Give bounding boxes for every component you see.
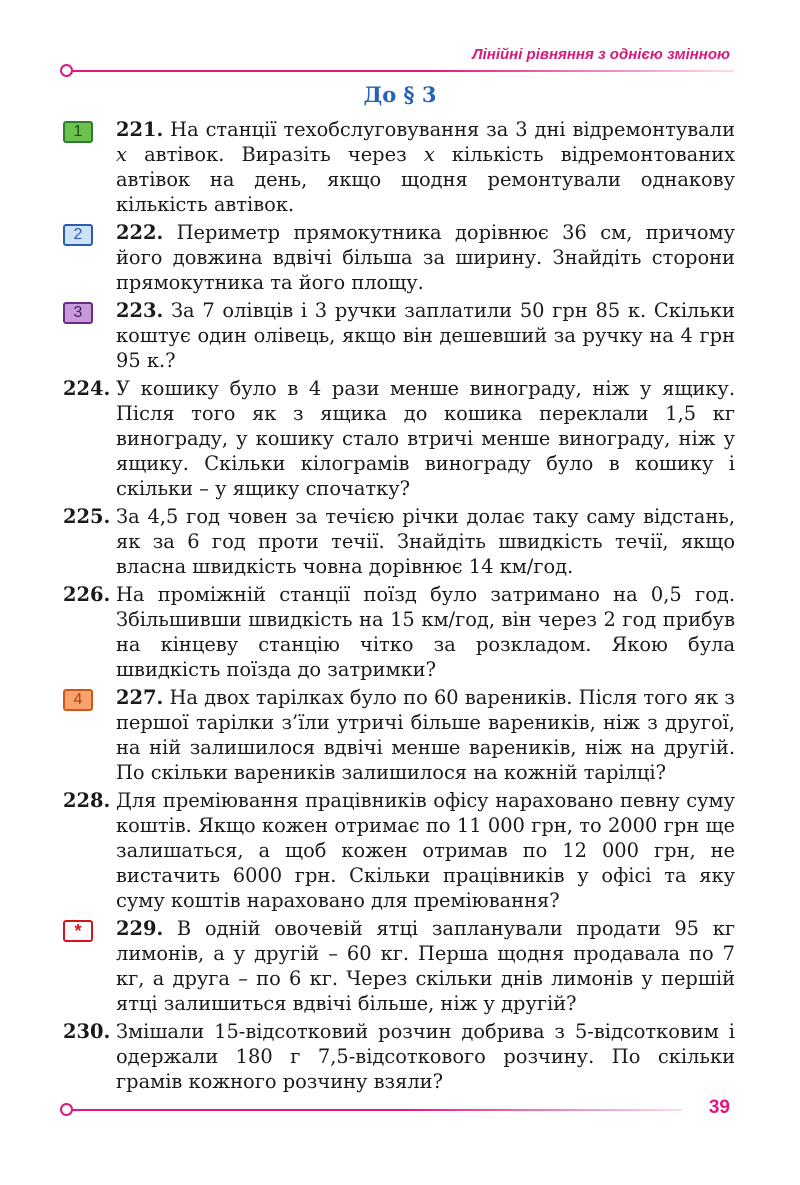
problem-list: [63, 117, 735, 1097]
problem-221: [63, 117, 735, 217]
problem-text: За 4,5 год човен за течією річки долає таку саму відстань, як за 6 год проти течії. Знайдіть швидкість течії, якщо власна швидкість човна дорівнює 14 км/год.: [116, 505, 735, 578]
problem-223: [63, 298, 735, 373]
problem-226: [63, 582, 735, 682]
problem-number: 230.: [63, 1020, 111, 1043]
problem-number: 224.: [63, 377, 111, 400]
problem-text: Для преміювання працівників офісу нараховано певну суму коштів. Якщо кожен отримає по 11 000 грн, то 2000 грн ще залишаться, а щоб кожен отримав по 12 000 грн, не вистачить 6000 грн. Скільки працівників у офісі та яку суму коштів нараховано для преміювання?: [116, 789, 735, 912]
problem-number: 228.: [63, 789, 111, 812]
variable-x: x: [116, 143, 127, 166]
problem-222: [63, 220, 735, 295]
variable-x: x: [423, 143, 435, 166]
problem-text: На двох тарілках було по 60 вареників. Після того як з першої тарілки з’їли утричі більше вареників, ніж з другої, на ній залишилося вдвічі менше вареників, ніж на другій. По скільки вареників залишилося на кожній тарілці?: [116, 686, 735, 784]
problem-225: [63, 504, 735, 579]
level-4-badge: 4: [63, 689, 93, 711]
problem-228: [63, 788, 735, 913]
footer-rule: [62, 1109, 682, 1111]
problem-number: 225.: [63, 505, 111, 528]
page-number: 39: [708, 1097, 730, 1118]
problem-229: [63, 916, 735, 1016]
problem-227: [63, 685, 735, 785]
problem-text: Змішали 15-відсотковий розчин добрива з 5-відсотковим і одержали 180 г 7,5-відсоткового розчину. По скільки грамів кожного розчину взяли?: [116, 1020, 735, 1093]
level-1-badge: 1: [63, 121, 93, 143]
problem-number: 221.: [116, 118, 164, 141]
problem-text: В одній овочевій ятці запланували продати 95 кг лимонів, а у другій – 60 кг. Перша щодня продавала по 7 кг, а друга – по 6 кг. Через скільки днів лимонів у першій ятці залишиться вдвічі більше, ніж у другій?: [116, 917, 735, 1015]
problem-number: 223.: [116, 299, 164, 322]
level-3-badge: 3: [63, 302, 93, 324]
header-rule-circle: [60, 64, 73, 77]
asterisk-badge: *: [63, 920, 93, 942]
problem-text: автівок. Виразіть через: [126, 143, 424, 166]
level-2-badge: 2: [63, 224, 93, 246]
problem-number: 226.: [63, 583, 111, 606]
footer-rule-circle: [60, 1103, 73, 1116]
problem-text: кількість відремонтованих автівок на день, якщо щодня ремонтували однакову кількість автівок.: [116, 143, 736, 216]
problem-text: На проміжній станції поїзд було затримано на 0,5 год. Збільшивши швидкість на 15 км/год, він через 2 год прибув на кінцеву станцію чітко за розкладом. Якою була швидкість поїзда до затримки?: [116, 583, 735, 681]
problem-230: [63, 1019, 735, 1094]
problem-number: 229.: [116, 917, 164, 940]
problem-text: У кошику було в 4 рази менше винограду, ніж у ящику. Після того як з ящика до кошика переклали 1,5 кг винограду, у кошику стало втричі менше винограду, ніж у ящику. Скільки кілограмів винограду було в кошику і скільки – у ящику спочатку?: [116, 377, 735, 500]
problem-number: 227.: [116, 686, 164, 709]
problem-text: На станції техобслуговування за 3 дні відремонтували: [170, 118, 735, 141]
problem-text: За 7 олівців і 3 ручки заплатили 50 грн 85 к. Скільки коштує один олівець, якщо він дешевший за ручку на 4 грн 95 к.?: [116, 299, 735, 372]
problem-224: [63, 376, 735, 501]
chapter-title: Лінійні рівняння з однією змінною: [472, 46, 730, 63]
section-title: До § 3: [363, 82, 437, 107]
header-rule: [62, 70, 734, 72]
problem-number: 222.: [116, 221, 164, 244]
problem-text: Периметр прямокутника дорівнює 36 см, причому його довжина вдвічі більша за ширину. Знайдіть сторони прямокутника та його площу.: [116, 221, 735, 294]
